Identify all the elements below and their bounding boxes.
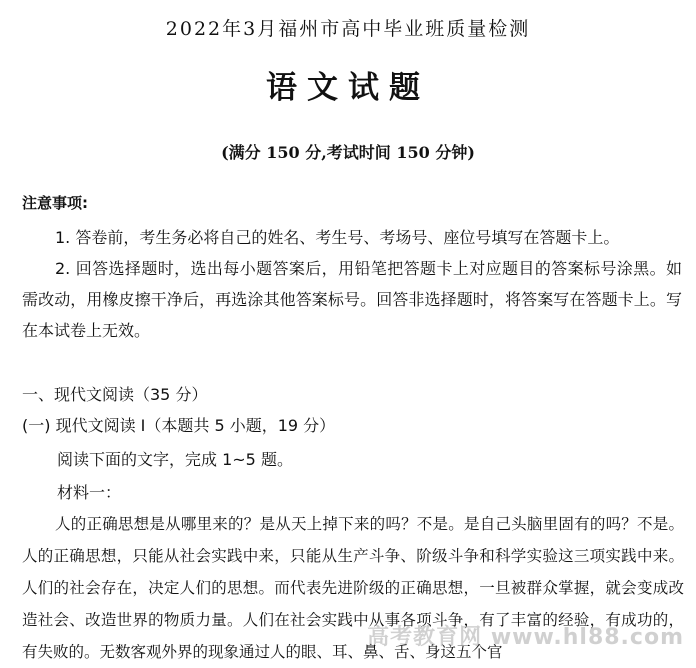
notes-heading: 注意事项: [22, 194, 88, 212]
subsection-heading: (一) 现代文阅读 I（本题共 5 小题，19 分） [22, 416, 336, 435]
note-item: 1. 答卷前，考生务必将自己的姓名、考生号、考场号、座位号填写在答题卡上。 [55, 228, 620, 247]
page-title: 语文试题 [266, 70, 430, 106]
exam-name: 2022年3月福州市高中毕业班质量检测 [165, 18, 531, 40]
watermark: 高考教育网 www.hl88.com [367, 625, 684, 650]
exam-subtitle: (满分 150 分,考试时间 150 分钟) [221, 143, 475, 162]
reading-passage: 人的正确思想是从哪里来的？是从天上掉下来的吗？不是。是自己头脑里固有的吗？不是。人的正确思想，只能从社会实践中来，只能从生产斗争、阶级斗争和科学实验这三项实践中来。人们的社会存在，决定人们的思想。而代表先进阶级的正确思想，一旦被群众掌握，就会变成改造社会、改造世界的物质力量。人们在社会实践中从事各项斗争，有了丰富的经验，有成功的，有失败的。无数客观外界的现象通过人的眼、耳、鼻、舌、身这五个官 [22, 515, 684, 661]
section-heading: 一、现代文阅读（35 分） [22, 385, 208, 404]
material-label: 材料一： [57, 483, 122, 502]
note-item: 2. 回答选择题时，选出每小题答案后，用铅笔把答题卡上对应题目的答案标号涂黑。如需改动，用橡皮擦干净后，再选涂其他答案标号。回答非选择题时，将答案写在答题卡上。写在本试卷上无效。 [22, 259, 682, 340]
reading-instruction: 阅读下面的文字，完成 1~5 题。 [57, 450, 293, 469]
